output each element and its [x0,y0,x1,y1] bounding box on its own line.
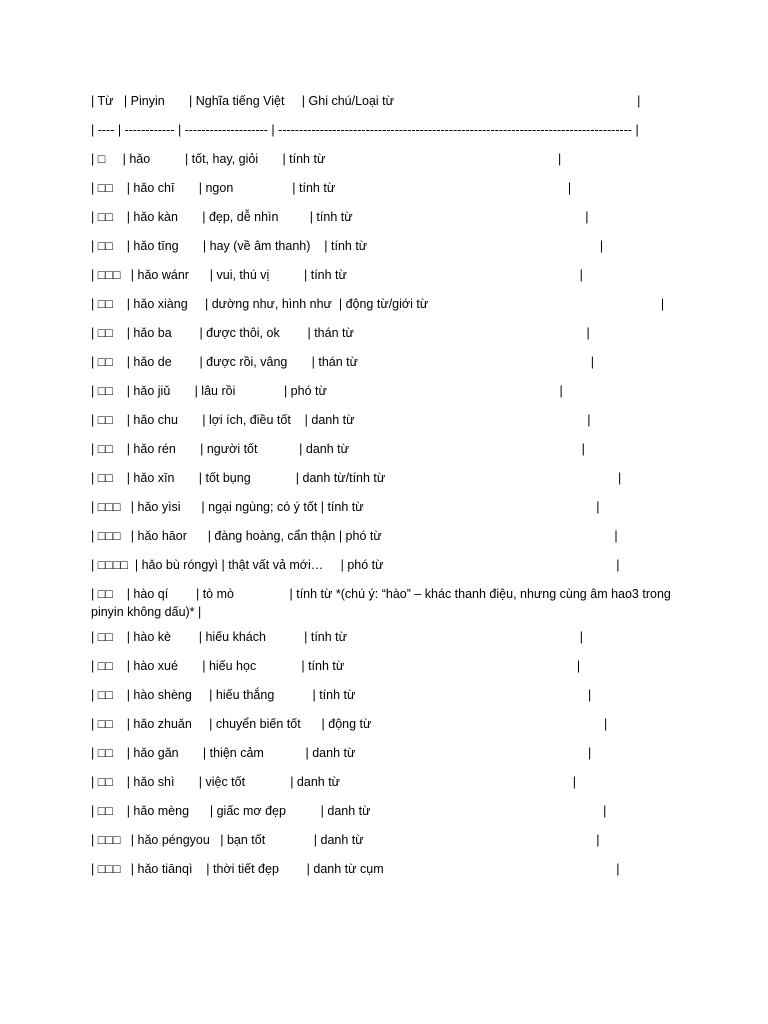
table-row: | □□□ | hǎo tiānqì | thời tiết đẹp | danh từ cụm | [91,862,620,876]
table-row: | □ | hǎo | tốt, hay, giỏi | tính từ | [91,152,562,166]
table-row: | □□ | hǎo tīng | hay (về âm thanh) | tính từ | [91,239,604,253]
table-row: | □□ | hǎo rén | người tốt | danh từ | [91,442,585,456]
table-row: | □□ | hào xué | hiếu học | tính từ | [91,659,581,673]
table-header-line: | Từ | Pinyin | Nghĩa tiếng Việt | Ghi chú/Loại từ | [91,94,641,108]
table-row: | □□□□ | hǎo bù róngyì | thật vất vả mới… | phó từ | [91,558,620,572]
table-separator-line: | ---- | ------------ | -------------------- | ------------------------------------------------------------------------------------- | [91,123,639,137]
table-row: | □□ | hǎo chu | lợi ích, điều tốt | danh từ | [91,413,591,427]
table-row: | □□ | hǎo mèng | giấc mơ đẹp | danh từ | [91,804,607,818]
table-row-wrapped: | □□ | hào qí | tò mò | tính từ *(chú ý: “hào” – khác thanh điệu, nhưng cùng âm hao3 trong pinyin không dấu)* | [91,587,675,619]
table-row: | □□ | hǎo chī | ngon | tính từ | [91,181,572,195]
table-row: | □□ | hǎo gǎn | thiện cảm | danh từ | [91,746,592,760]
markdown-table-text [91,92,675,889]
table-row: | □□ | hǎo xiàng | dường như, hình như | động từ/giới từ | [91,297,665,311]
table-row: | □□ | hǎo jiǔ | lâu rồi | phó từ | [91,384,563,398]
table-row: | □□□ | hǎo péngyou | bạn tốt | danh từ | [91,833,600,847]
table-row: | □□ | hǎo xīn | tốt bụng | danh từ/tính từ | [91,471,622,485]
table-row: | □□□ | hǎo yìsi | ngại ngùng; có ý tốt | tính từ | [91,500,600,514]
table-row: | □□□ | hǎo hāor | đàng hoàng, cẩn thận | phó từ | [91,529,618,543]
table-row: | □□ | hào kè | hiếu khách | tính từ | [91,630,583,644]
table-row: | □□ | hǎo de | được rồi, vâng | thán từ | [91,355,594,369]
table-row: | □□□ | hǎo wánr | vui, thú vị | tính từ | [91,268,583,282]
table-row: | □□ | hǎo ba | được thôi, ok | thán từ | [91,326,590,340]
table-row: | □□ | hǎo kàn | đẹp, dễ nhìn | tính từ | [91,210,589,224]
table-row: | □□ | hǎo shì | việc tốt | danh từ | [91,775,576,789]
table-row: | □□ | hào shèng | hiếu thắng | tính từ | [91,688,592,702]
table-row: | □□ | hǎo zhuǎn | chuyển biến tốt | động từ | [91,717,608,731]
